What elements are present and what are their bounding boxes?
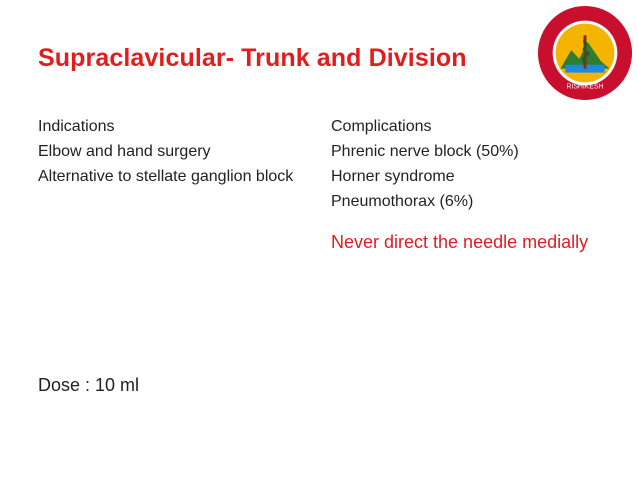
complication-item: Horner syndrome xyxy=(331,168,455,185)
complications-column xyxy=(331,117,601,254)
dose-text: Dose : 10 ml xyxy=(38,375,140,395)
complication-item: Pneumothorax (6%) xyxy=(331,193,474,210)
logo-city-text: RISHIKESH xyxy=(566,83,604,91)
indications-heading: Indications xyxy=(38,118,115,135)
warning-text: Never direct the needle medially xyxy=(331,232,589,252)
complications-heading: Complications xyxy=(331,118,432,135)
slide-title: Supraclavicular- Trunk and Division xyxy=(38,44,467,72)
complication-item: Phrenic nerve block (50%) xyxy=(331,143,519,160)
indications-column xyxy=(38,117,308,192)
indication-item: Elbow and hand surgery xyxy=(38,143,211,160)
aiims-logo-icon xyxy=(536,4,634,102)
indication-item: Alternative to stellate ganglion block xyxy=(38,168,294,185)
